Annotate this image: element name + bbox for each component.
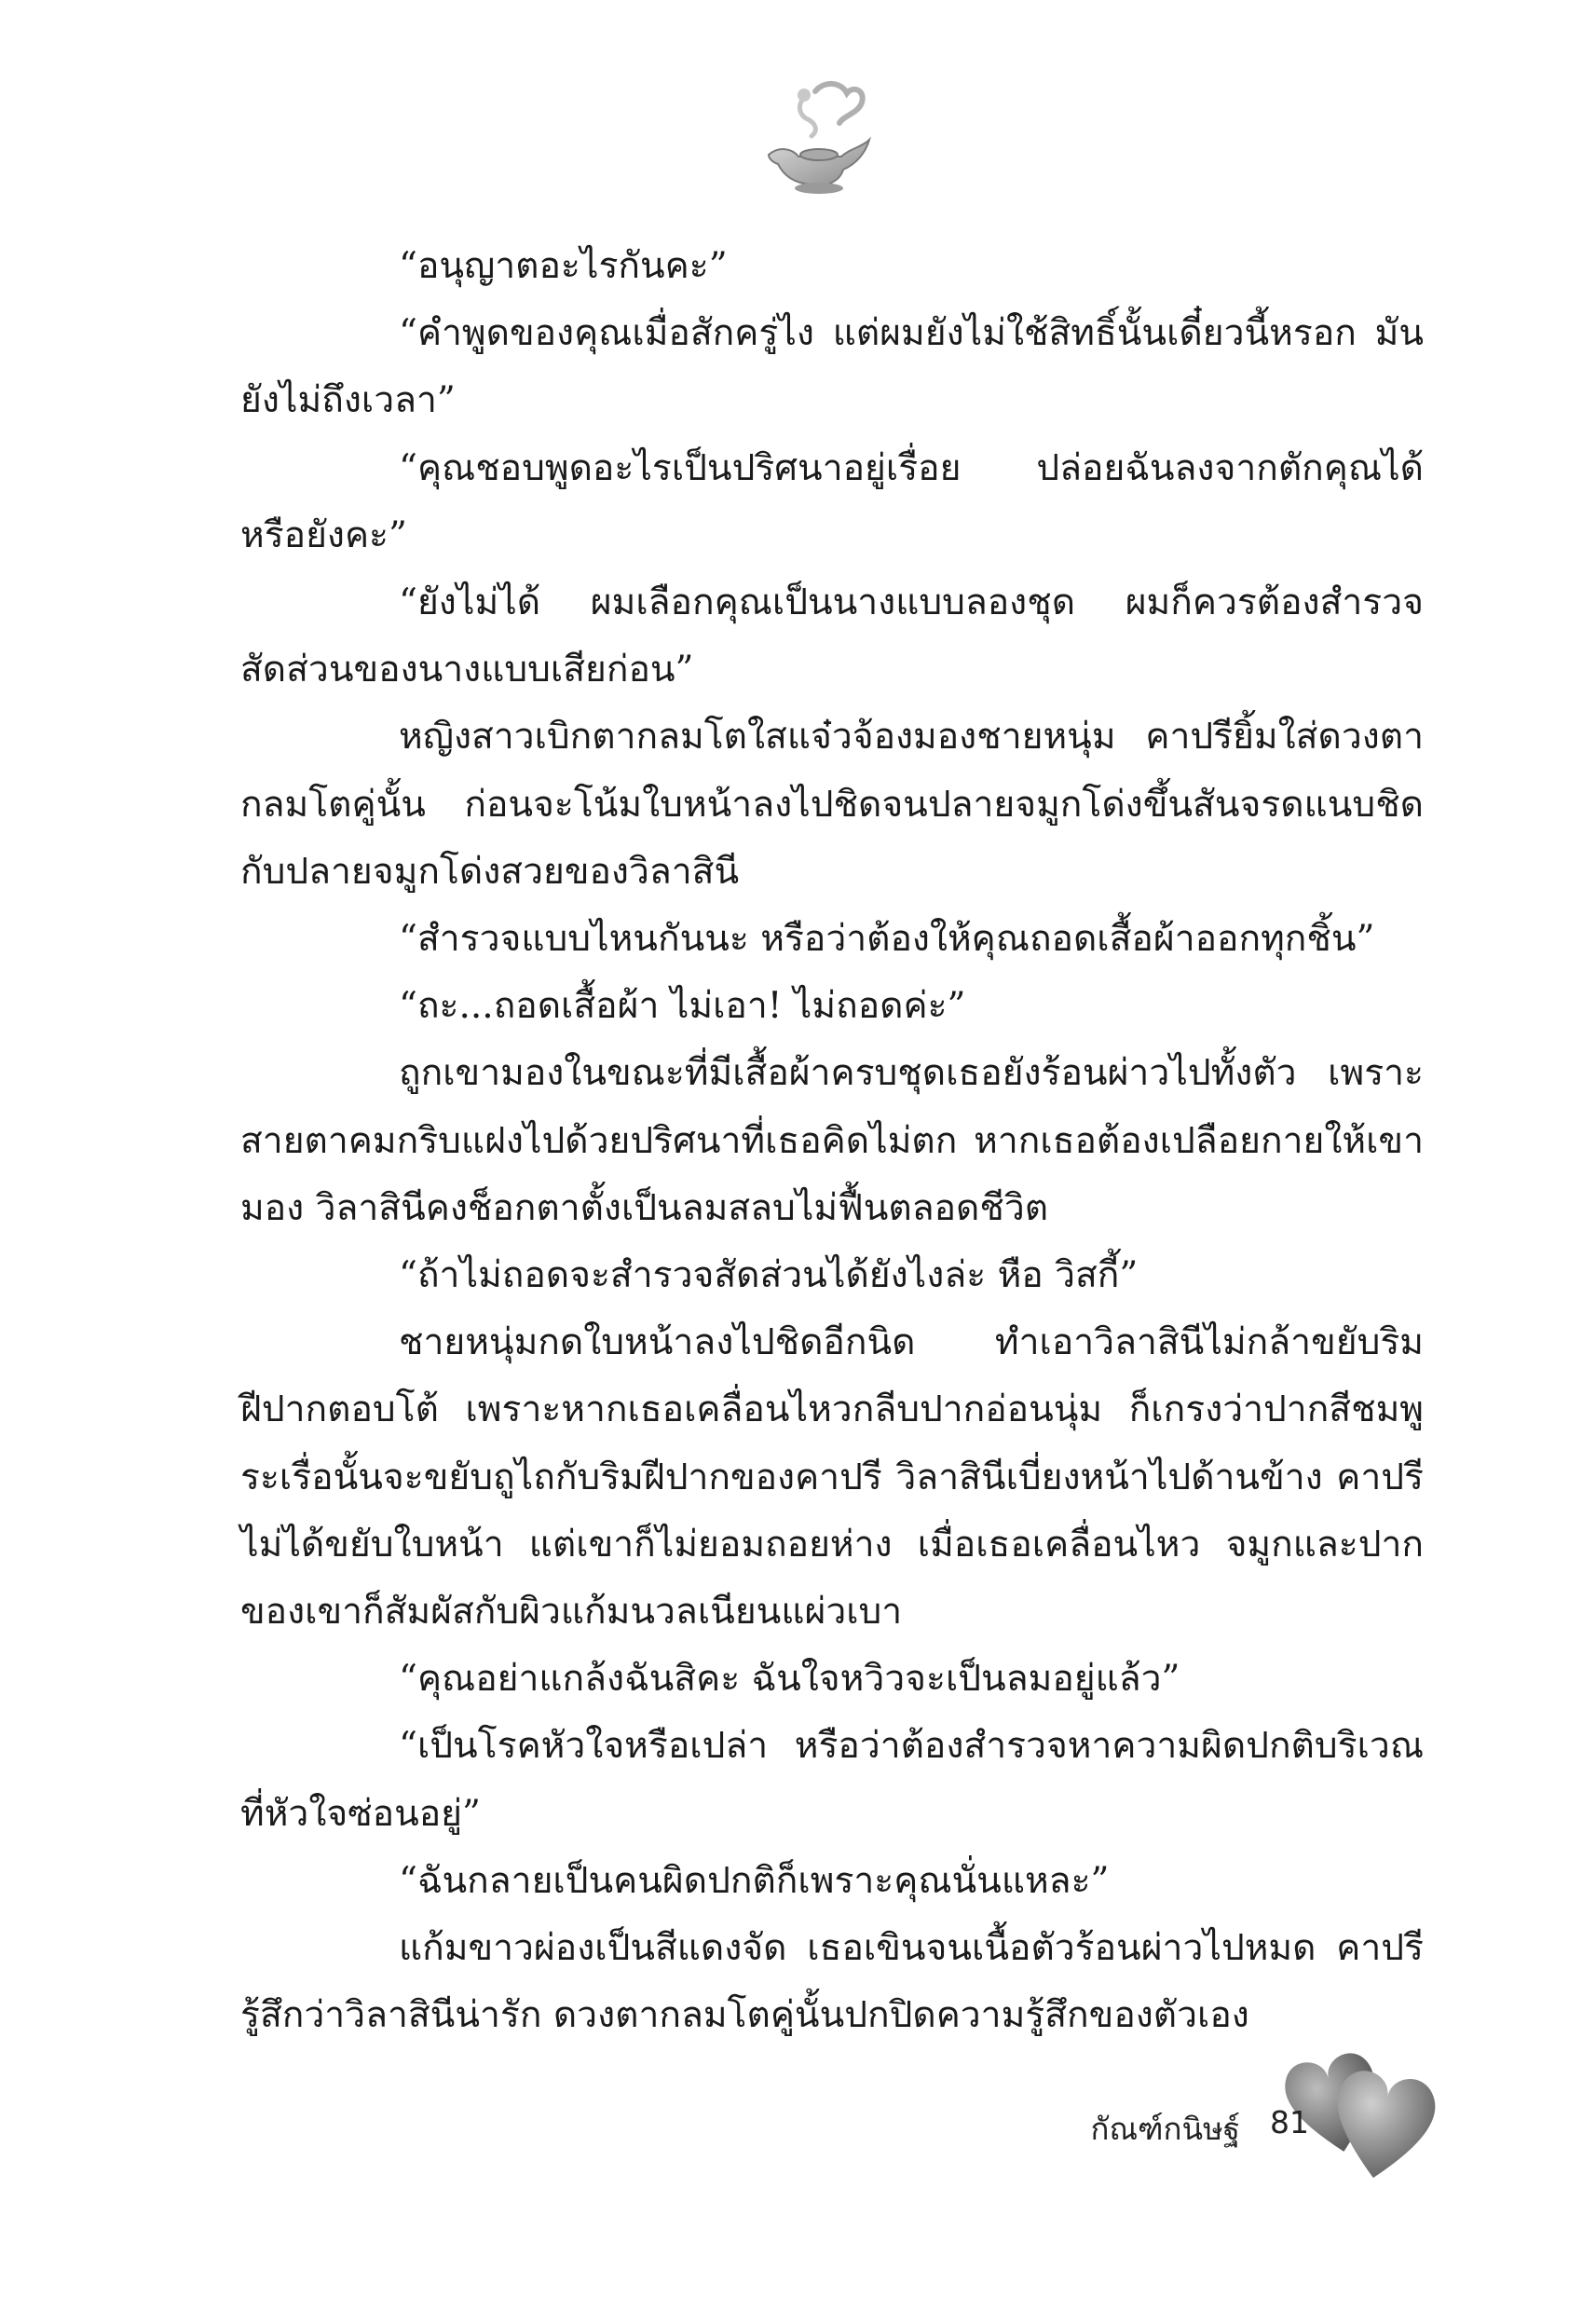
paragraph: “ถะ...ถอดเสื้อผ้า ไม่เอา! ไม่ถอดค่ะ” (399, 985, 966, 1028)
paragraph: ถูกเขามองในขณะที่มีเสื้อผ้าครบชุดเธอยังร้อนผ่าวไปทั้งตัว เพราะสายตาคมกริบแฝงไปด้วยปริศนาที่เธอคิดไม่ตก หากเธอต้องเปลือยกายให้เขามอง วิลาสินีคงช็อกตาตั้งเป็นลมสลบไม่ฟื้นตลอดชีวิต (240, 1052, 1424, 1229)
paragraph: “ยังไม่ได้ ผมเลือกคุณเป็นนางแบบลองชุด ผมก็ควรต้องสำรวจสัดส่วนของนางแบบเสียก่อน” (240, 581, 1424, 691)
paragraph: “สำรวจแบบไหนกันนะ หรือว่าต้องให้คุณถอดเสื้อผ้าออกทุกชิ้น” (399, 918, 1375, 961)
page-number: 81 (1270, 2104, 1309, 2140)
paragraph: “ฉันกลายเป็นคนผิดปกติก็เพราะคุณนั่นแหละ” (399, 1859, 1110, 1902)
footer-book-title: กัณฑ์กนิษฐ์ (1090, 2111, 1240, 2147)
paragraph: “คุณอย่าแกล้งฉันสิคะ ฉันใจหวิวจะเป็นลมอยู่แล้ว” (399, 1658, 1180, 1701)
paragraph: “คำพูดของคุณเมื่อสักครู่ไง แต่ผมยังไม่ใช้สิทธิ์นั้นเดี๋ยวนี้หรอก มันยังไม่ถึงเวลา” (240, 312, 1424, 422)
magic-lamp-ornament-icon (750, 75, 880, 205)
paragraph: “อนุญาตอะไรกันคะ” (399, 245, 728, 287)
paragraph: ชายหนุ่มกดใบหน้าลงไปชิดอีกนิด ทำเอาวิลาสินีไม่กล้าขยับริมฝีปากตอบโต้ เพราะหากเธอเคลื่อนไหวกลีบปากอ่อนนุ่ม ก็เกรงว่าปากสีชมพูระเรื่อนั้นจะขยับถูไถกับริมฝีปากของคาปรี วิลาสินีเบี่ยงหน้าไปด้านข้าง คาปรีไม่ได้ขยับใบหน้า แต่เขาก็ไม่ยอมถอยห่าง เมื่อเธอเคลื่อนไหว จมูกและปากของเขาก็สัมผัสกับผิวแก้มนวลเนียนแผ่วเบา (240, 1321, 1424, 1634)
paragraph: หญิงสาวเบิกตากลมโตใสแจ๋วจ้องมองชายหนุ่ม คาปรียิ้มใส่ดวงตากลมโตคู่นั้น ก่อนจะโน้มใบหน้าลงไปชิดจนปลายจมูกโด่งขึ้นสันจรดแนบชิดกับปลายจมูกโด่งสวยของวิลาสินี (240, 716, 1424, 893)
paragraph: “ถ้าไม่ถอดจะสำรวจสัดส่วนได้ยังไงล่ะ หือ วิสกี้” (399, 1254, 1139, 1297)
paragraph: “เป็นโรคหัวใจหรือเปล่า หรือว่าต้องสำรวจหาความผิดปกติบริเวณที่หัวใจซ่อนอยู่” (240, 1725, 1424, 1835)
story-text (240, 233, 1424, 2049)
paragraph: แก้มขาวผ่องเป็นสีแดงจัด เธอเขินจนเนื้อตัวร้อนผ่าวไปหมด คาปรีรู้สึกว่าวิลาสินีน่ารัก ดวงตากลมโตคู่นั้นปกปิดความรู้สึกของตัวเอง (240, 1927, 1424, 2037)
paragraph: “คุณชอบพูดอะไรเป็นปริศนาอยู่เรื่อย ปล่อยฉันลงจากตักคุณได้หรือยังคะ” (240, 446, 1424, 556)
